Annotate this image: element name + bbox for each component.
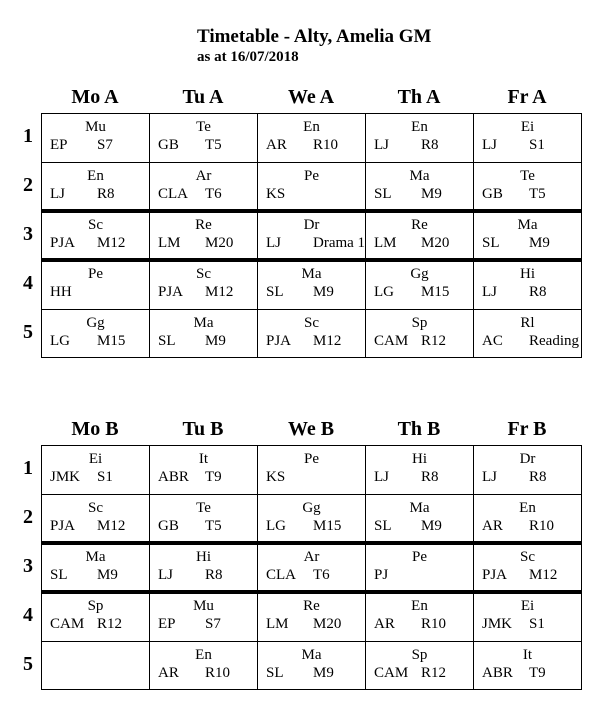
timetable-grid	[41, 445, 582, 690]
lesson-cell[interactable]	[366, 163, 473, 210]
page-title: Timetable - Alty, Amelia GM	[197, 26, 432, 47]
lesson-cell[interactable]	[42, 310, 149, 357]
subject-code: Re	[411, 217, 428, 233]
teacher-code: LG	[50, 333, 70, 349]
lesson-cell[interactable]	[474, 495, 581, 542]
lesson-cell[interactable]	[42, 114, 149, 161]
page-subtitle: as at 16/07/2018	[197, 49, 299, 65]
day-header: Tu B	[182, 418, 224, 440]
subject-code: Sc	[88, 217, 103, 233]
subject-code: Mu	[193, 598, 214, 614]
lesson-cell[interactable]	[474, 114, 581, 161]
lesson-cell[interactable]	[474, 446, 581, 493]
lesson-cell[interactable]	[474, 163, 581, 210]
teacher-code: LG	[374, 284, 394, 300]
subject-code: En	[411, 119, 428, 135]
lesson-cell[interactable]	[366, 495, 473, 542]
room-code: R12	[97, 616, 123, 632]
subject-code: Pe	[412, 549, 427, 565]
room-code: M12	[205, 284, 234, 300]
room-code: M9	[529, 235, 550, 251]
teacher-code: CLA	[266, 567, 296, 583]
lesson-cell[interactable]	[150, 163, 257, 210]
lesson-cell[interactable]	[474, 642, 581, 689]
day-header: Th B	[397, 418, 441, 440]
room-code: S7	[205, 616, 221, 632]
teacher-code: CLA	[158, 186, 188, 202]
room-code: R12	[421, 665, 447, 681]
room-code: Reading	[529, 333, 579, 349]
lesson-cell[interactable]	[258, 114, 365, 161]
room-code: M9	[313, 665, 334, 681]
subject-code: Rl	[520, 315, 535, 331]
subject-code: Ma	[85, 549, 106, 565]
lesson-cell[interactable]	[150, 212, 257, 259]
teacher-code: LJ	[482, 469, 497, 485]
lesson-cell[interactable]	[474, 544, 581, 591]
period-number: 2	[23, 174, 33, 196]
period-number: 5	[23, 653, 33, 675]
teacher-code: SL	[158, 333, 176, 349]
lesson-cell[interactable]	[366, 593, 473, 640]
lesson-cell[interactable]	[366, 310, 473, 357]
teacher-code: EP	[50, 137, 68, 153]
subject-code: Sp	[411, 315, 428, 331]
room-code: M12	[529, 567, 558, 583]
room-code: R10	[205, 665, 231, 681]
teacher-code: LJ	[482, 284, 497, 300]
teacher-code: KS	[266, 469, 286, 485]
room-code: T9	[205, 469, 222, 485]
subject-code: Hi	[196, 549, 211, 565]
teacher-code: LM	[266, 616, 289, 632]
room-code: T6	[313, 567, 330, 583]
teacher-code: SL	[266, 284, 284, 300]
teacher-code: LG	[266, 518, 286, 534]
lesson-cell[interactable]	[150, 261, 257, 308]
teacher-code: EP	[158, 616, 176, 632]
subject-code: En	[411, 598, 428, 614]
teacher-code: GB	[158, 518, 179, 534]
day-header: We A	[287, 86, 335, 108]
subject-code: Ma	[409, 500, 430, 516]
lesson-cell[interactable]	[474, 310, 581, 357]
room-code: R8	[529, 284, 547, 300]
subject-code: Sp	[411, 647, 428, 663]
teacher-code: PJ	[374, 567, 389, 583]
lesson-cell[interactable]	[150, 114, 257, 161]
subject-code: Ma	[193, 315, 214, 331]
lesson-cell[interactable]	[42, 495, 149, 542]
period-number: 4	[23, 604, 33, 626]
lesson-cell[interactable]	[150, 495, 257, 542]
room-code: R10	[313, 137, 339, 153]
subject-code: It	[198, 451, 209, 467]
subject-code: Ar	[195, 168, 212, 184]
room-code: S1	[529, 616, 545, 632]
period-number: 5	[23, 321, 33, 343]
teacher-code: LJ	[482, 137, 497, 153]
day-header-row	[41, 414, 582, 445]
room-code: R8	[205, 567, 223, 583]
room-code: Drama 1	[313, 235, 365, 251]
lesson-cell[interactable]	[258, 593, 365, 640]
teacher-code: LJ	[374, 137, 389, 153]
subject-code: Sc	[196, 266, 211, 282]
teacher-code: SL	[374, 186, 392, 202]
subject-code: Sc	[304, 315, 319, 331]
teacher-code: LJ	[50, 186, 65, 202]
teacher-code: AR	[482, 518, 503, 534]
teacher-code: ABR	[482, 665, 513, 681]
period-number: 1	[23, 457, 33, 479]
lesson-cell[interactable]	[366, 642, 473, 689]
subject-code: Sp	[87, 598, 104, 614]
day-header: Fr A	[507, 86, 547, 108]
subject-code: Ei	[520, 119, 535, 135]
subject-code: Ar	[303, 549, 320, 565]
room-code: M15	[97, 333, 126, 349]
subject-code: Mu	[85, 119, 106, 135]
subject-code: Ma	[301, 647, 322, 663]
room-code: M9	[97, 567, 118, 583]
subject-code: Pe	[304, 451, 319, 467]
lesson-cell[interactable]	[474, 212, 581, 259]
teacher-code: AR	[158, 665, 179, 681]
subject-code: Hi	[520, 266, 535, 282]
subject-code: Gg	[410, 266, 429, 282]
lesson-cell[interactable]	[150, 544, 257, 591]
lesson-cell[interactable]	[474, 261, 581, 308]
teacher-code: GB	[158, 137, 179, 153]
room-code: S1	[97, 469, 113, 485]
period-number: 3	[23, 555, 33, 577]
subject-code: Ma	[517, 217, 538, 233]
teacher-code: AC	[482, 333, 503, 349]
teacher-code: SL	[374, 518, 392, 534]
teacher-code: PJA	[50, 235, 76, 251]
subject-code: Ei	[88, 451, 103, 467]
teacher-code: LM	[158, 235, 181, 251]
lesson-cell[interactable]	[258, 446, 365, 493]
lesson-cell[interactable]	[258, 310, 365, 357]
subject-code: Ei	[520, 598, 535, 614]
teacher-code: GB	[482, 186, 503, 202]
subject-code: Sc	[520, 549, 535, 565]
room-code: M9	[421, 186, 442, 202]
lesson-cell[interactable]	[258, 163, 365, 210]
lesson-cell[interactable]	[258, 212, 365, 259]
day-header: We B	[287, 418, 335, 440]
subject-code: Ma	[409, 168, 430, 184]
teacher-code: LJ	[158, 567, 173, 583]
day-header: Mo B	[71, 418, 119, 440]
lesson-cell[interactable]	[150, 310, 257, 357]
teacher-code: JMK	[50, 469, 81, 485]
teacher-code: AR	[266, 137, 287, 153]
room-code: M12	[313, 333, 342, 349]
lesson-cell[interactable]	[258, 495, 365, 542]
day-header: Fr B	[507, 418, 547, 440]
room-code: T6	[205, 186, 222, 202]
teacher-code: AR	[374, 616, 395, 632]
lesson-cell[interactable]	[42, 446, 149, 493]
lesson-cell[interactable]	[258, 544, 365, 591]
day-header: Tu A	[182, 86, 224, 108]
subject-code: It	[522, 647, 533, 663]
teacher-code: CAM	[374, 333, 409, 349]
day-header: Mo A	[71, 86, 119, 108]
teacher-code: HH	[50, 284, 72, 300]
subject-code: Gg	[302, 500, 321, 516]
lesson-cell[interactable]	[366, 114, 473, 161]
lesson-cell[interactable]	[150, 446, 257, 493]
period-number: 3	[23, 223, 33, 245]
room-code: T5	[205, 518, 222, 534]
teacher-code: KS	[266, 186, 286, 202]
room-code: T5	[205, 137, 222, 153]
room-code: M20	[205, 235, 234, 251]
teacher-code: ABR	[158, 469, 189, 485]
lesson-cell[interactable]	[366, 544, 473, 591]
teacher-code: CAM	[374, 665, 409, 681]
subject-code: En	[195, 647, 212, 663]
lesson-cell[interactable]	[42, 212, 149, 259]
room-code: R10	[421, 616, 447, 632]
teacher-code: SL	[482, 235, 500, 251]
lesson-cell[interactable]	[366, 261, 473, 308]
room-code: M20	[313, 616, 342, 632]
day-header: Th A	[397, 86, 441, 108]
subject-code: En	[303, 119, 320, 135]
room-code: M12	[97, 235, 126, 251]
lesson-cell[interactable]	[42, 642, 149, 689]
subject-code: Te	[196, 500, 211, 516]
subject-code: Pe	[304, 168, 319, 184]
teacher-code: PJA	[50, 518, 76, 534]
period-number: 4	[23, 272, 33, 294]
teacher-code: PJA	[482, 567, 508, 583]
subject-code: Ma	[301, 266, 322, 282]
lesson-cell[interactable]	[258, 261, 365, 308]
timetable-grid	[41, 113, 582, 358]
room-code: S1	[529, 137, 545, 153]
teacher-code: CAM	[50, 616, 85, 632]
lesson-cell[interactable]	[150, 593, 257, 640]
subject-code: En	[87, 168, 104, 184]
lesson-cell[interactable]	[42, 544, 149, 591]
subject-code: En	[519, 500, 536, 516]
teacher-code: LM	[374, 235, 397, 251]
room-code: S7	[97, 137, 113, 153]
lesson-cell[interactable]	[42, 261, 149, 308]
lesson-cell[interactable]	[366, 446, 473, 493]
lesson-cell[interactable]	[42, 593, 149, 640]
room-code: M9	[421, 518, 442, 534]
lesson-cell[interactable]	[42, 163, 149, 210]
teacher-code: PJA	[266, 333, 292, 349]
period-number: 1	[23, 125, 33, 147]
lesson-cell[interactable]	[366, 212, 473, 259]
subject-code: Gg	[86, 315, 105, 331]
subject-code: Re	[195, 217, 212, 233]
subject-code: Sc	[88, 500, 103, 516]
lesson-cell[interactable]	[258, 642, 365, 689]
subject-code: Te	[196, 119, 211, 135]
subject-code: Pe	[88, 266, 103, 282]
teacher-code: LJ	[266, 235, 281, 251]
room-code: R8	[421, 137, 439, 153]
lesson-cell[interactable]	[474, 593, 581, 640]
room-code: M15	[421, 284, 450, 300]
room-code: R10	[529, 518, 555, 534]
teacher-code: SL	[266, 665, 284, 681]
subject-code: Dr	[519, 451, 536, 467]
room-code: R12	[421, 333, 447, 349]
teacher-code: JMK	[482, 616, 513, 632]
teacher-code: PJA	[158, 284, 184, 300]
room-code: T5	[529, 186, 546, 202]
subject-code: Hi	[412, 451, 427, 467]
subject-code: Re	[303, 598, 320, 614]
room-code: M12	[97, 518, 126, 534]
period-number: 2	[23, 506, 33, 528]
teacher-code: LJ	[374, 469, 389, 485]
room-code: R8	[97, 186, 115, 202]
teacher-code: SL	[50, 567, 68, 583]
day-header-row	[41, 82, 582, 113]
room-code: M9	[313, 284, 334, 300]
room-code: R8	[529, 469, 547, 485]
room-code: M9	[205, 333, 226, 349]
room-code: R8	[421, 469, 439, 485]
subject-code: Te	[520, 168, 535, 184]
subject-code: Dr	[303, 217, 320, 233]
lesson-cell[interactable]	[150, 642, 257, 689]
room-code: M20	[421, 235, 450, 251]
room-code: M15	[313, 518, 342, 534]
room-code: T9	[529, 665, 546, 681]
